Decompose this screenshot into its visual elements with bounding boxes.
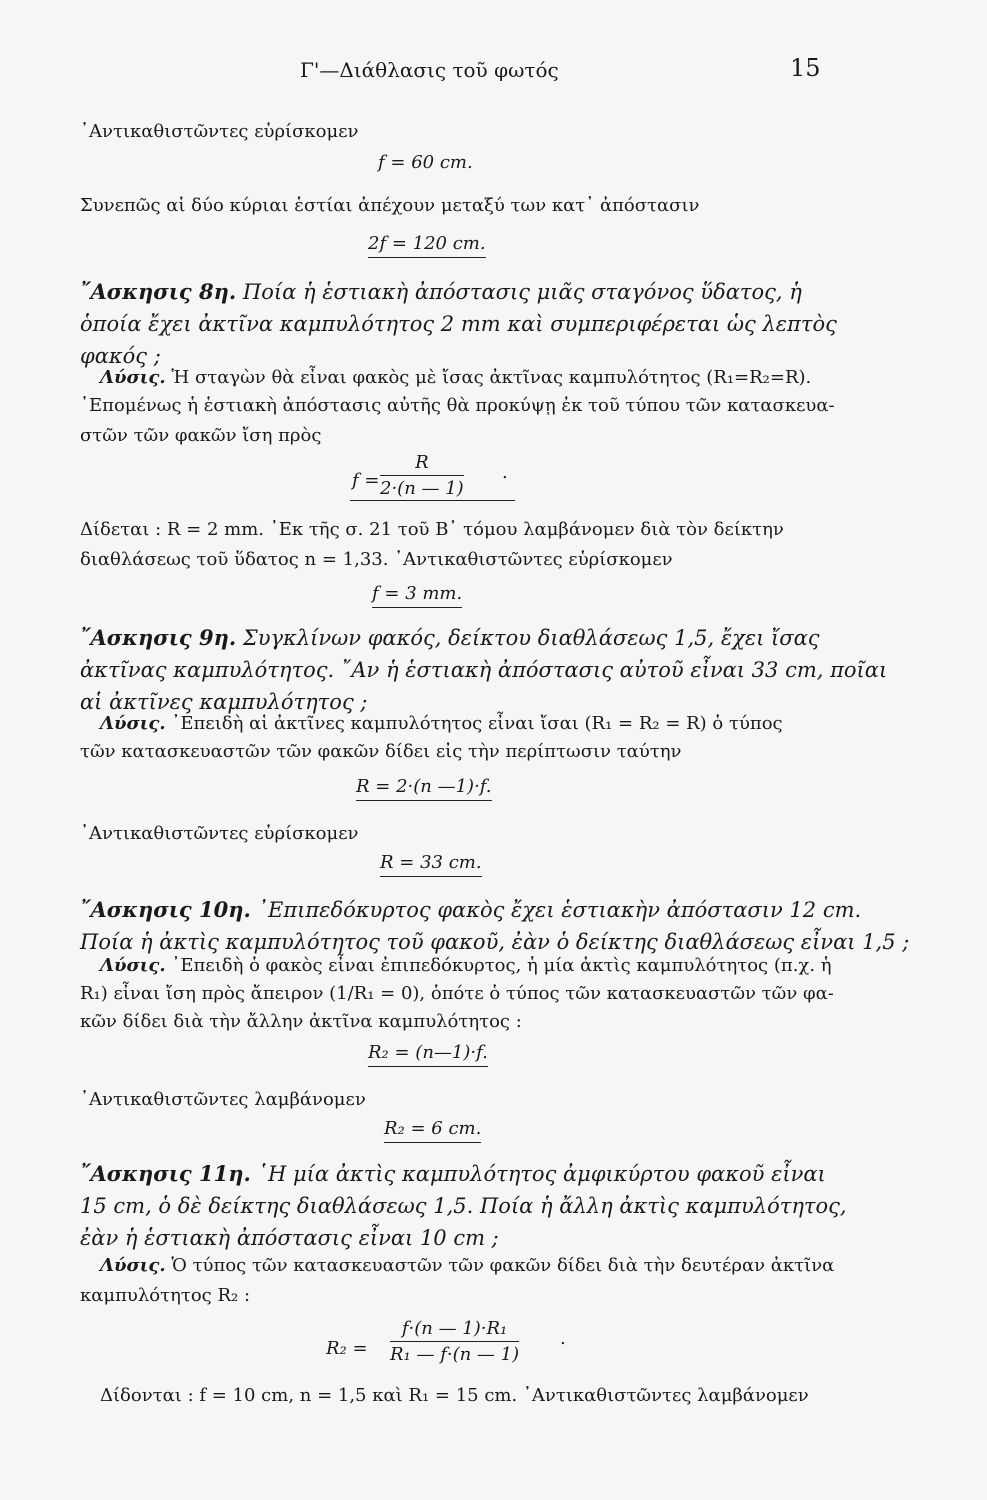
equation: R₂ = 6 cm. [384,1118,481,1143]
solution-label: Λύσις. [100,955,166,976]
equation: R₂ = (n—1)·f. [368,1042,488,1067]
text-line: διαθλάσεως τοῦ ὕδατος n = 1,33. ᾿Αντικαθιστῶντες εὑρίσκομεν [80,549,673,570]
text-line: αἱ ἀκτῖνες καμπυλότητος ; [80,690,368,714]
exercise-label: ῎Ασκησις 9η. [80,625,237,650]
text-line: ἐὰν ἡ ἑστιακὴ ἀπόστασις εἶναι 10 cm ; [80,1226,499,1250]
text-line: Δίδεται : R = 2 mm. ᾿Εκ τῆς σ. 21 τοῦ Β᾽ τόμου λαμβάνομεν διὰ τὸν δείκτην [80,519,784,540]
solution-label: Λύσις. [100,1255,166,1276]
text-line: Συνεπῶς αἱ δύο κύριαι ἑστίαι ἀπέχουν μεταξύ των κατ᾽ ἀπόστασιν [80,195,700,216]
exercise-label: ῎Ασκησις 10η. [80,897,251,922]
page-number: 15 [790,54,821,82]
exercise-label: ῎Ασκησις 11η. [80,1161,251,1186]
text-line: κῶν δίδει διὰ τὴν ἄλλην ἀκτῖνα καμπυλότητος : [80,1011,522,1032]
text-line: ᾿Αντικαθιστῶντες εὑρίσκομεν [80,121,359,142]
text-line: ὁποία ἔχει ἀκτῖνα καμπυλότητος 2 mm καὶ συμπεριφέρεται ὡς λεπτὸς [80,312,837,336]
text-line: καμπυλότητος R₂ : [80,1285,251,1306]
solution-8: Λύσις. Ἡ σταγὼν θὰ εἶναι φακὸς μὲ ἴσας ἀκτῖνας καμπυλότητος (R₁=R₂=R). [100,367,812,388]
text-line: ἀκτῖνας καμπυλότητος. ῎Αν ἡ ἑστιακὴ ἀπόστασις αὐτοῦ εἶναι 33 cm, ποῖαι [80,658,888,682]
equation: f = 3 mm. [372,583,462,608]
solution-label: Λύσις. [100,367,166,388]
text-line: ᾿Αντικαθιστῶντες λαμβάνομεν [80,1089,366,1110]
text-line: R₁) εἶναι ἴση πρὸς ἄπειρον (1/R₁ = 0), ὁπότε ὁ τύπος τῶν κατασκευαστῶν τῶν φα- [80,983,834,1004]
solution-9: Λύσις. ᾿Επειδὴ αἱ ἀκτῖνες καμπυλότητος εἶναι ἴσαι (R₁ = R₂ = R) ὁ τύπος [100,713,783,734]
text-line: Ποία ἡ ἀκτὶς καμπυλότητος τοῦ φακοῦ, ἐὰν ὁ δείκτης διαθλάσεως εἶναι 1,5 ; [80,930,910,954]
solution-10: Λύσις. ᾿Επειδὴ ὁ φακὸς εἶναι ἐπιπεδόκυρτος, ἡ μία ἀκτὶς καμπυλότητος (π.χ. ἡ [100,955,832,976]
running-title: Γ'—Διάθλασις τοῦ φωτός [300,58,559,82]
fraction: $\frac{\text{f·(n — 1)·R₁}}{\text{R₁ — f·(n — 1)}}$ [390,1318,520,1365]
exercise-9: ῎Ασκησις 9η. Συγκλίνων φακός, δείκτου διαθλάσεως 1,5, ἔχει ἴσας [80,625,820,650]
exercise-8: ῎Ασκησις 8η. Ποία ἡ ἑστιακὴ ἀπόστασις μιᾶς σταγόνος ὕδατος, ἡ [80,279,802,304]
equation: 2f = 120 cm. [368,233,486,258]
fraction: $\frac{R}{2\cdot(n — 1)}$ [380,452,464,499]
equation-lhs: R₂ = [326,1338,368,1359]
text-line: 15 cm, ὁ δὲ δείκτης διαθλάσεως 1,5. Ποία ἡ ἄλλη ἀκτὶς καμπυλότητος, [80,1194,847,1218]
exercise-label: ῎Ασκησις 8η. [80,279,237,304]
equation: R = 33 cm. [380,852,482,877]
running-header [0,54,987,86]
text-line: στῶν τῶν φακῶν ἴση πρὸς [80,425,322,446]
text-line: ᾿Αντικαθιστῶντες εὑρίσκομεν [80,823,359,844]
text-line: φακός ; [80,344,161,368]
equation: f = 60 cm. [378,152,473,173]
text-line: τῶν κατασκευαστῶν τῶν φακῶν δίδει εἰς τὴν περίπτωσιν ταύτην [80,741,682,762]
solution-11: Λύσις. Ὁ τύπος τῶν κατασκευαστῶν τῶν φακῶν δίδει διὰ τὴν δευτέραν ἀκτῖνα [100,1255,835,1276]
text-line: Δίδονται : f = 10 cm, n = 1,5 καὶ R₁ = 15 cm. ᾿Αντικαθιστῶντες λαμβάνομεν [100,1385,809,1406]
exercise-11: ῎Ασκησις 11η. ῾Η μία ἀκτὶς καμπυλότητος ἀμφικύρτου φακοῦ εἶναι [80,1161,826,1186]
equation-lhs: f = [352,470,380,491]
equation: R = 2·(n —1)·f. [356,776,492,801]
text-line: ῾Επομένως ἡ ἑστιακὴ ἀπόστασις αὐτῆς θὰ προκύψῃ ἐκ τοῦ τύπου τῶν κατασκευα- [80,395,835,416]
solution-label: Λύσις. [100,713,166,734]
exercise-10: ῎Ασκησις 10η. ᾿Επιπεδόκυρτος φακὸς ἔχει ἑστιακὴν ἀπόστασιν 12 cm. [80,897,862,922]
book-page: Γ'—Διάθλασις τοῦ φωτός 15 ᾿Αντικαθιστῶντες εὑρίσκομεν f = 60 cm. Συνεπῶς αἱ δύο κύριαι ἑστίαι ἀπέχουν μεταξύ των κατ᾽ ἀπόστασιν 2f = 120 cm. ῎Ασκησις 8η. Ποία ἡ ἑστιακὴ ἀπόστασις μιᾶς σταγόνος ὕδατος, ἡ ὁποία ἔχει ἀκτῖνα καμπυλότητος 2 mm καὶ συμπεριφέρεται ὡς λεπτὸς φακός ; Λύσις. Ἡ σταγὼν θὰ εἶναι φακὸς μὲ ἴσας ἀκτῖνας καμπυλότητος (R₁=R₂=R). ῾Επομένως ἡ ἑστιακὴ ἀπόστασις αὐτῆς θὰ προκύψῃ ἐκ τοῦ τύπου τῶν κατασκευα- στῶν τῶν φακῶν ἴση πρὸς f = $\frac{R}{2\cdot(n — 1)}$ . Δίδεται : R = 2 mm. ᾿Εκ τῆς σ. 21 τοῦ Β᾽ τόμου λαμβάνομεν διὰ τὸν δείκτην διαθλάσεως τοῦ ὕδατος n = 1,33. ᾿Αντικαθιστῶντες εὑρίσκομεν f = 3 mm. ῎Ασκησις 9η. Συγκλίνων φακός, δείκτου διαθλάσεως 1,5, ἔχει ἴσας ἀκτῖνας καμπυλότητος. ῎Αν ἡ ἑστιακὴ ἀπόστασις αὐτοῦ εἶναι 33 cm, ποῖαι αἱ ἀκτῖνες καμπυλότητος ; Λύσις. ᾿Επειδὴ αἱ ἀκτῖνες καμπυλότητος εἶναι ἴσαι (R₁ = R₂ = R) ὁ τύπος τῶν κατασκευαστῶν τῶν φακῶν δίδει εἰς τὴν περίπτωσιν ταύτην R = 2·(n —1)·f. ᾿Αντικαθιστῶντες εὑρίσκομεν R = 33 cm. ῎Ασκησις 10η. ᾿Επιπεδόκυρτος φακὸς ἔχει ἑστιακὴν ἀπόστασιν 12 cm. Ποία ἡ ἀκτὶς καμπυλότητος τοῦ φακοῦ, ἐὰν ὁ δείκτης διαθλάσεως εἶναι 1,5 ; Λύσις. ᾿Επειδὴ ὁ φακὸς εἶναι ἐπιπεδόκυρτος, ἡ μία ἀκτὶς καμπυλότητος (π.χ. ἡ R₁) εἶναι ἴση πρὸς ἄπειρον (1/R₁ = 0), ὁπότε ὁ τύπος τῶν κατασκευαστῶν τῶν φα- κῶν δίδει διὰ τὴν ἄλλην ἀκτῖνα καμπυλότητος : R₂ = (n—1)·f. ᾿Αντικαθιστῶντες λαμβάνομεν R₂ = 6 cm. ῎Ασκησις 11η. ῾Η μία ἀκτὶς καμπυλότητος ἀμφικύρτου φακοῦ εἶναι 15 cm, ὁ δὲ δείκτης διαθλάσεως 1,5. Ποία ἡ ἄλλη ἀκτὶς καμπυλότητος, ἐὰν ἡ ἑστιακὴ ἀπόστασις εἶναι 10 cm ; Λύσις. Ὁ τύπος τῶν κατασκευαστῶν τῶν φακῶν δίδει διὰ τὴν δευτέραν ἀκτῖνα καμπυλότητος R₂ : R₂ = $\frac{\text{f·(n — 1)·R₁}}{\text{R₁ — f·(n — 1)}}$ . Δίδονται : f = 10 cm, n = 1,5 καὶ R₁ = 15 cm. ᾿Αντικαθιστῶντες λαμβάνομεν [0,0,987,1500]
underline [350,500,515,501]
